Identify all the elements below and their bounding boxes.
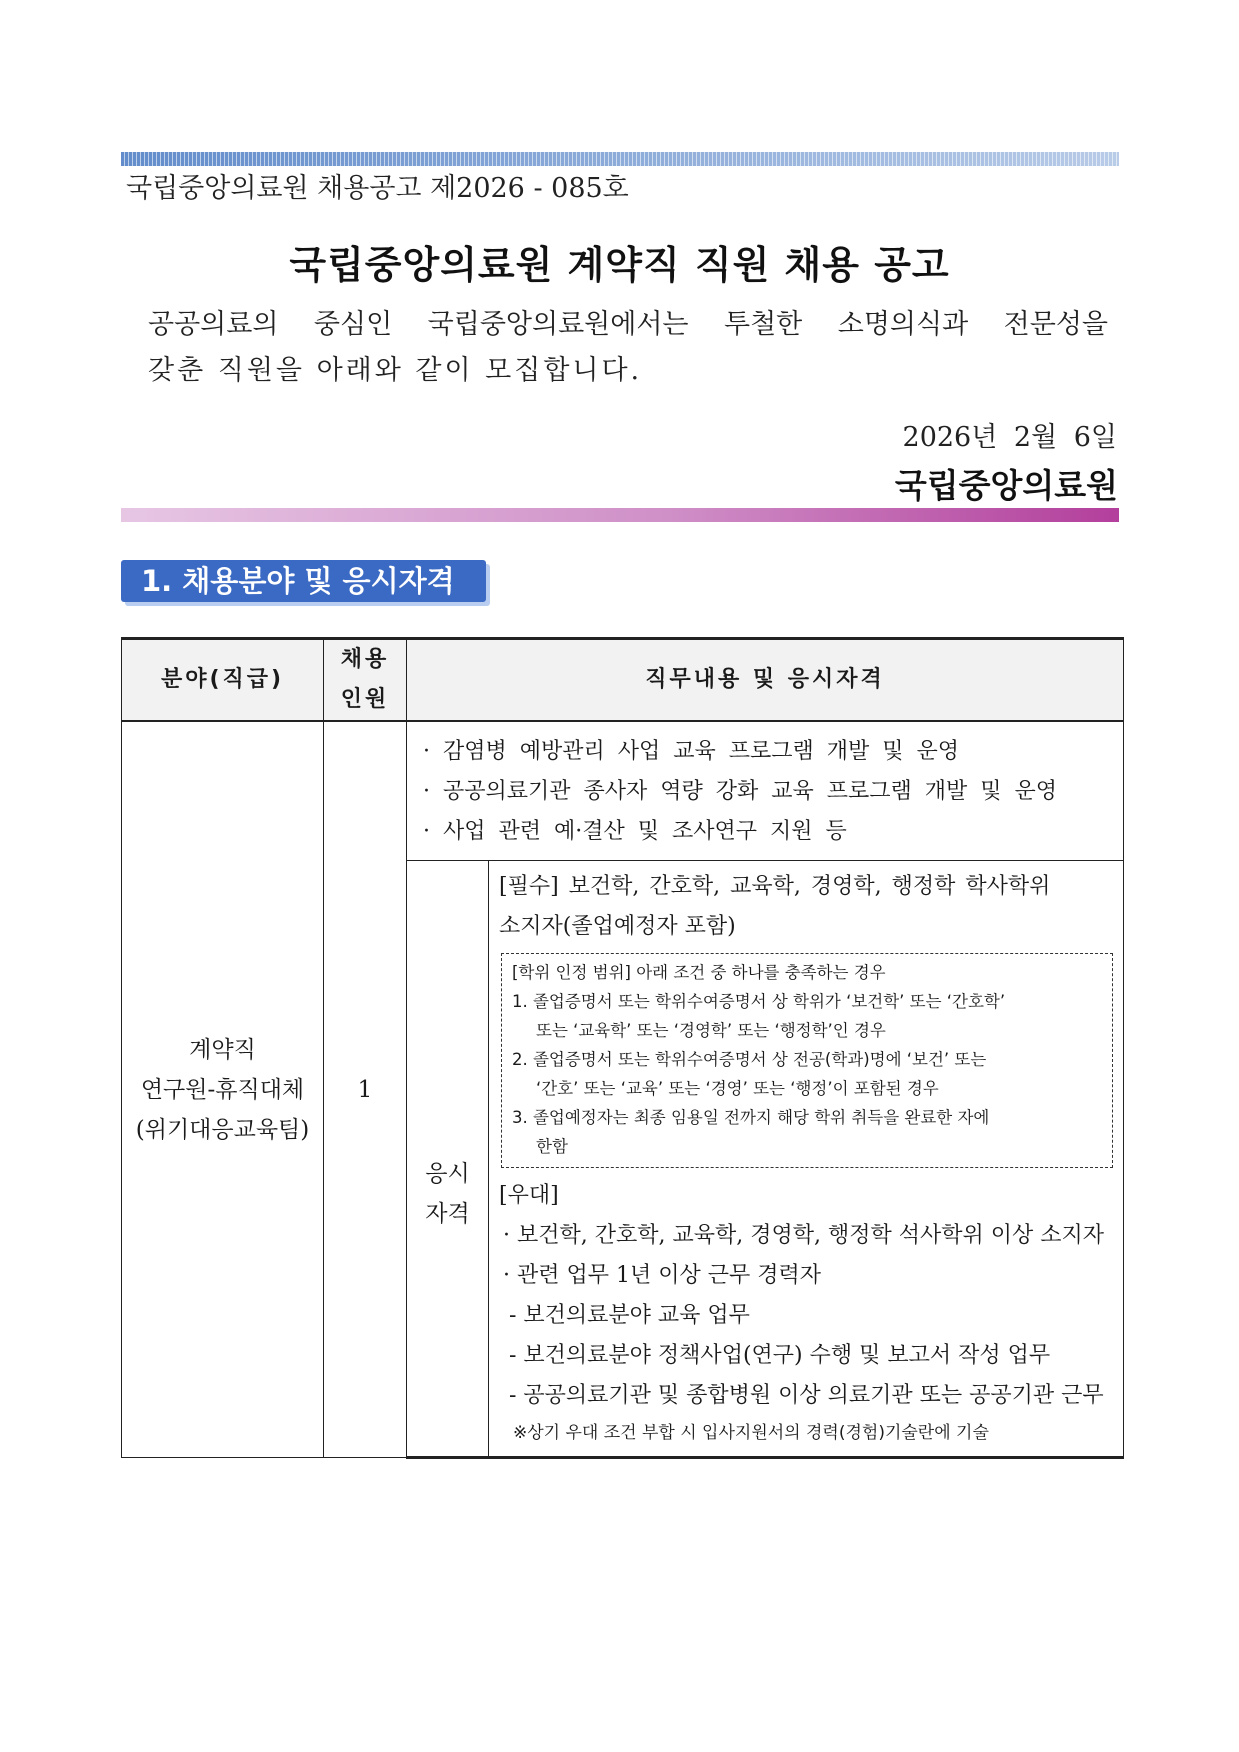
top-bar-fade — [121, 152, 1119, 166]
section-1-title: 1. 채용분야 및 응시자격 — [121, 560, 486, 602]
qualification-cell — [489, 861, 1124, 1458]
header-field: 분야(직급) — [122, 639, 324, 722]
degree-item-1-line-1: 1. 졸업증명서 또는 학위수여증명서 상 학위가 ‘보건학’ 또는 ‘간호학’ — [512, 992, 1006, 1011]
table-header-row — [122, 639, 1124, 722]
header-duties: 직무내용 및 응시자격 — [407, 639, 1124, 722]
intro-line-1: 공공의료의 중심인 국립중앙의료원에서는 투철한 소명의식과 전문성을 — [148, 309, 1108, 340]
duty-item: · 감염병 예방관리 사업 교육 프로그램 개발 및 운영 — [423, 739, 959, 764]
degree-item-2-line-1: 2. 졸업증명서 또는 학위수여증명서 상 전공(학과)명에 ‘보건’ 또는 — [512, 1050, 987, 1069]
qualification-label-line-2: 자격 — [425, 1200, 470, 1227]
field-line-3: (위기대응교육팀) — [135, 1116, 310, 1143]
intro-line-2: 갖춘 직원을 아래와 같이 모집합니다. — [148, 355, 643, 386]
preferred-sub-item: - 보건의료분야 교육 업무 — [509, 1303, 750, 1328]
organization-name: 국립중앙의료원 — [894, 466, 1118, 505]
preferred-item: · 보건학, 간호학, 교육학, 경영학, 행정학 석사학위 이상 소지자 — [503, 1223, 1104, 1248]
degree-box-title: [학위 인정 범위] 아래 조건 중 하나를 충족하는 경우 — [512, 963, 886, 982]
qualification-label-cell — [407, 861, 489, 1458]
table-row-duties — [122, 721, 1124, 861]
required-line-2: 소지자(졸업예정자 포함) — [499, 914, 736, 939]
preferred-sub-item: - 보건의료분야 정책사업(연구) 수행 및 보고서 작성 업무 — [509, 1343, 1051, 1368]
count-cell: 1 — [324, 721, 407, 1458]
duties-cell — [407, 721, 1124, 861]
duty-item: · 사업 관련 예·결산 및 조사연구 지원 등 — [423, 819, 847, 844]
preferred-title: [우대] — [499, 1183, 559, 1208]
announcement-date: 2026년 2월 6일 — [902, 422, 1117, 453]
header-count-line-1: 채용 — [340, 647, 390, 672]
header-count — [324, 639, 407, 722]
page-title: 국립중앙의료원 계약직 직원 채용 공고 — [289, 243, 950, 287]
intro-paragraph — [148, 302, 1108, 394]
degree-item-3-line-1: 3. 졸업예정자는 최종 임용일 전까지 해당 학위 취득을 완료한 자에 — [512, 1108, 990, 1127]
pink-divider-bar — [121, 508, 1119, 522]
duty-item: · 공공의료기관 종사자 역량 강화 교육 프로그램 개발 및 운영 — [423, 779, 1057, 804]
field-line-1: 계약직 — [189, 1036, 256, 1063]
degree-recognition-box — [501, 953, 1113, 1168]
required-line-1: [필수] 보건학, 간호학, 교육학, 경영학, 행정학 학사학위 — [499, 874, 1051, 899]
required-qualification — [499, 867, 1113, 947]
preferred-item: · 관련 업무 1년 이상 근무 경력자 — [503, 1263, 821, 1288]
announcement-number: 국립중앙의료원 채용공고 제2026 - 085호 — [126, 173, 629, 204]
degree-item-3-line-2: 한함 — [536, 1137, 568, 1156]
degree-item-1-line-2: 또는 ‘교육학’ 또는 ‘경영학’ 또는 ‘행정학’인 경우 — [536, 1021, 886, 1040]
field-cell — [122, 721, 324, 1458]
field-line-2: 연구원-휴직대체 — [140, 1076, 305, 1103]
preferred-sub-item: - 공공의료기관 및 종합병원 이상 의료기관 또는 공공기관 근무 — [509, 1383, 1104, 1408]
degree-item-2-line-2: ‘간호’ 또는 ‘교육’ 또는 ‘경영’ 또는 ‘행정’이 포함된 경우 — [536, 1079, 939, 1098]
preferred-note: ※상기 우대 조건 부합 시 입사지원서의 경력(경험)기술란에 기술 — [513, 1423, 989, 1443]
qualification-label-line-1: 응시 — [425, 1160, 470, 1187]
header-count-line-2: 인원 — [340, 687, 390, 712]
recruitment-table — [121, 637, 1124, 1459]
